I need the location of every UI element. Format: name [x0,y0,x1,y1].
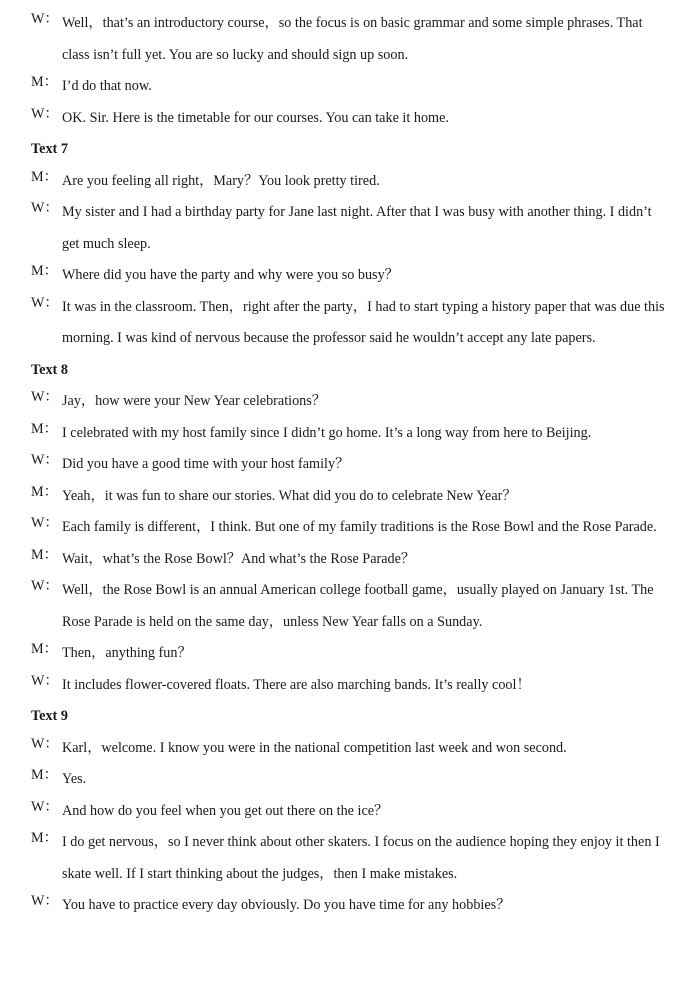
speaker-label: M： [31,168,58,185]
utterance-text: My sister and I had a birthday party for Jane last night. After that I was busy with another thing. I didn’t get much sleep. [62,204,652,252]
utterance-text: Did you have a good time with your host family？ [62,456,350,472]
dialogue-line [31,544,669,576]
speaker-label: M： [31,483,58,500]
utterance-text: It was in the classroom. Then，right after the party，I had to start typing a history paper that was due this morning. I was kind of nervous because the professor said he wouldn’t accept any late papers. [62,298,665,346]
dialogue-line [31,260,669,292]
dialogue-line [31,733,669,765]
speaker-label: M： [31,830,58,846]
utterance-text: Then，anything fun？ [62,645,192,661]
speaker-label: W： [31,578,59,594]
dialogue-line [31,166,669,198]
speaker-label: M： [31,74,58,90]
utterance-text: It includes flower-covered floats. There are also marching bands. It’s really cool！ [62,676,531,693]
section-heading: Text 9 [31,708,68,724]
speaker-label: M： [31,767,58,783]
dialogue-line [31,827,669,890]
utterance-text: You have to practice every day obviously. Do you have time for any hobbies？ [62,897,511,913]
utterance-text: Well，the Rose Bowl is an annual American college football game，usually played on January 1st. The Rose Parade is held on the same day，unless New Year falls on a Sunday. [62,582,654,630]
dialogue-line [31,575,669,638]
dialogue-line [31,638,669,670]
dialogue-line [31,8,669,71]
utterance-text: I do get nervous，so I never think about other skaters. I focus on the audience hoping they enjoy it then I skate well. If I start thinking about the judges，then I make mistakes. [62,834,660,882]
utterance-text: Where did you have the party and why were you so busy？ [62,267,399,283]
speaker-label: W： [31,798,59,815]
dialogue-line [31,670,669,702]
utterance-text: Yes. [62,771,87,787]
speaker-label: W： [31,672,59,689]
section-heading: Text 7 [31,141,68,157]
speaker-label: W： [31,200,59,216]
utterance-text: Are you feeling all right，Mary？You look pretty tired. [62,172,380,189]
speaker-label: M： [31,420,58,437]
utterance-text: Well，that’s an introductory course，so the focus is on basic grammar and some simple phrases. That class isn’t full yet. You are so lucky and should sign up soon. [62,15,643,63]
speaker-label: W： [31,735,59,752]
speaker-label: M： [31,546,58,563]
utterance-text: OK. Sir. Here is the timetable for our courses. You can take it home. [62,109,449,126]
speaker-label: W： [31,11,59,27]
speaker-label: W： [31,452,59,468]
dialogue-line [31,71,669,103]
dialogue-line [31,481,669,513]
utterance-text: I celebrated with my host family since I didn’t go home. It’s a long way from here to Beijing. [62,424,592,441]
speaker-label: W： [31,294,59,311]
utterance-text: I’d do that now. [62,78,152,94]
utterance-text: Karl，welcome. I know you were in the national competition last week and won second. [62,739,567,756]
speaker-label: W： [31,893,59,909]
dialogue-line [31,418,669,450]
utterance-text: Jay，how were your New Year celebrations？ [62,393,326,409]
dialogue-line [31,796,669,828]
speaker-label: M： [31,641,58,657]
section-heading: Text 8 [31,361,68,378]
dialogue-line [31,764,669,796]
speaker-label: M： [31,263,58,279]
dialogue-line [31,386,669,418]
utterance-text: Each family is different，I think. But one of my family traditions is the Rose Bowl and the Rose Parade. [62,519,657,535]
utterance-text: And how do you feel when you get out there on the ice？ [62,802,389,819]
speaker-label: W： [31,105,59,122]
utterance-text: Yeah，it was fun to share our stories. What did you do to celebrate New Year？ [62,487,517,504]
speaker-label: W： [31,389,59,405]
dialogue-line [31,292,669,355]
dialogue-line [31,890,669,922]
dialogue-line [31,512,669,544]
dialogue-line [31,449,669,481]
dialogue-line [31,197,669,260]
speaker-label: W： [31,515,59,531]
dialogue-line [31,103,669,135]
utterance-text: Wait，what’s the Rose Bowl？And what’s the Rose Parade？ [62,550,416,567]
